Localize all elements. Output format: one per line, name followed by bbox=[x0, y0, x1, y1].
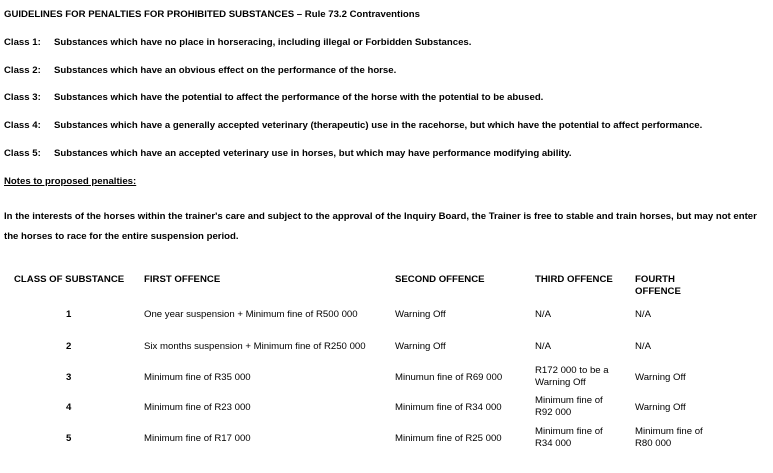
table-cell-class: 1 bbox=[66, 309, 72, 320]
table-cell-first: Minimum fine of R35 000 bbox=[144, 372, 251, 383]
class-label: Class 2: bbox=[4, 65, 41, 76]
table-cell-first: Minimum fine of R23 000 bbox=[144, 402, 251, 413]
table-cell-fourth: Minimum fine of R80 000 bbox=[635, 426, 703, 449]
table-cell-second: Minumun fine of R69 000 bbox=[395, 372, 503, 383]
class-label: Class 4: bbox=[4, 120, 41, 131]
class-definition bbox=[4, 148, 572, 159]
class-definition bbox=[4, 120, 702, 131]
class-text: Substances which have an accepted veterinary use in horses, but which may have performance modifying ability. bbox=[54, 148, 572, 159]
header-first-offence: FIRST OFFENCE bbox=[144, 274, 221, 285]
table-cell-fourth: Warning Off bbox=[635, 372, 686, 383]
header-fourth-offence: FOURTH OFFENCE bbox=[635, 274, 681, 297]
class-definition bbox=[4, 65, 396, 76]
table-cell-first: Minimum fine of R17 000 bbox=[144, 433, 251, 444]
table-cell-fourth: Warning Off bbox=[635, 402, 686, 413]
class-text: Substances which have an obvious effect on the performance of the horse. bbox=[54, 65, 397, 76]
class-text: Substances which have the potential to affect the performance of the horse with the potential to be abused. bbox=[54, 92, 544, 103]
table-cell-second: Minimum fine of R25 000 bbox=[395, 433, 502, 444]
header-second-offence: SECOND OFFENCE bbox=[395, 274, 485, 285]
table-cell-first: Six months suspension + Minimum fine of R250 000 bbox=[144, 341, 366, 352]
table-cell-class: 5 bbox=[66, 433, 72, 444]
table-cell-first: One year suspension + Minimum fine of R500 000 bbox=[144, 309, 358, 320]
table-cell-third: N/A bbox=[535, 341, 551, 352]
class-label: Class 1: bbox=[4, 37, 41, 48]
table-cell-second: Warning Off bbox=[395, 341, 446, 352]
table-cell-third: N/A bbox=[535, 309, 551, 320]
header-third-offence: THIRD OFFENCE bbox=[535, 274, 613, 285]
table-cell-third: Minimum fine of R34 000 bbox=[535, 426, 603, 449]
table-cell-class: 4 bbox=[66, 402, 72, 413]
notes-heading: Notes to proposed penalties: bbox=[4, 176, 137, 187]
table-cell-third: R172 000 to be a Warning Off bbox=[535, 365, 609, 388]
table-cell-class: 2 bbox=[66, 341, 72, 352]
class-definition bbox=[4, 92, 543, 103]
table-cell-fourth: N/A bbox=[635, 341, 651, 352]
class-text: Substances which have a generally accepted veterinary (therapeutic) use in the racehorse, but which have the potential to affect performance. bbox=[54, 120, 703, 131]
table-cell-fourth: N/A bbox=[635, 309, 651, 320]
class-label: Class 5: bbox=[4, 148, 41, 159]
class-text: Substances which have no place in horseracing, including illegal or Forbidden Substances. bbox=[54, 37, 472, 48]
table-cell-second: Minimum fine of R34 000 bbox=[395, 402, 502, 413]
header-class: CLASS OF SUBSTANCE bbox=[14, 274, 125, 285]
suspension-paragraph: In the interests of the horses within the trainer's care and subject to the approval of the Inquiry Board, the Trainer is free to stable and train horses, but may not enter the horses to race for the entire suspension period. bbox=[4, 211, 757, 242]
document-title: GUIDELINES FOR PENALTIES FOR PROHIBITED SUBSTANCES – Rule 73.2 Contraventions bbox=[4, 9, 420, 20]
class-definition bbox=[4, 37, 471, 48]
table-cell-class: 3 bbox=[66, 372, 72, 383]
class-label: Class 3: bbox=[4, 92, 41, 103]
table-cell-third: Minimum fine of R92 000 bbox=[535, 395, 603, 418]
table-cell-second: Warning Off bbox=[395, 309, 446, 320]
